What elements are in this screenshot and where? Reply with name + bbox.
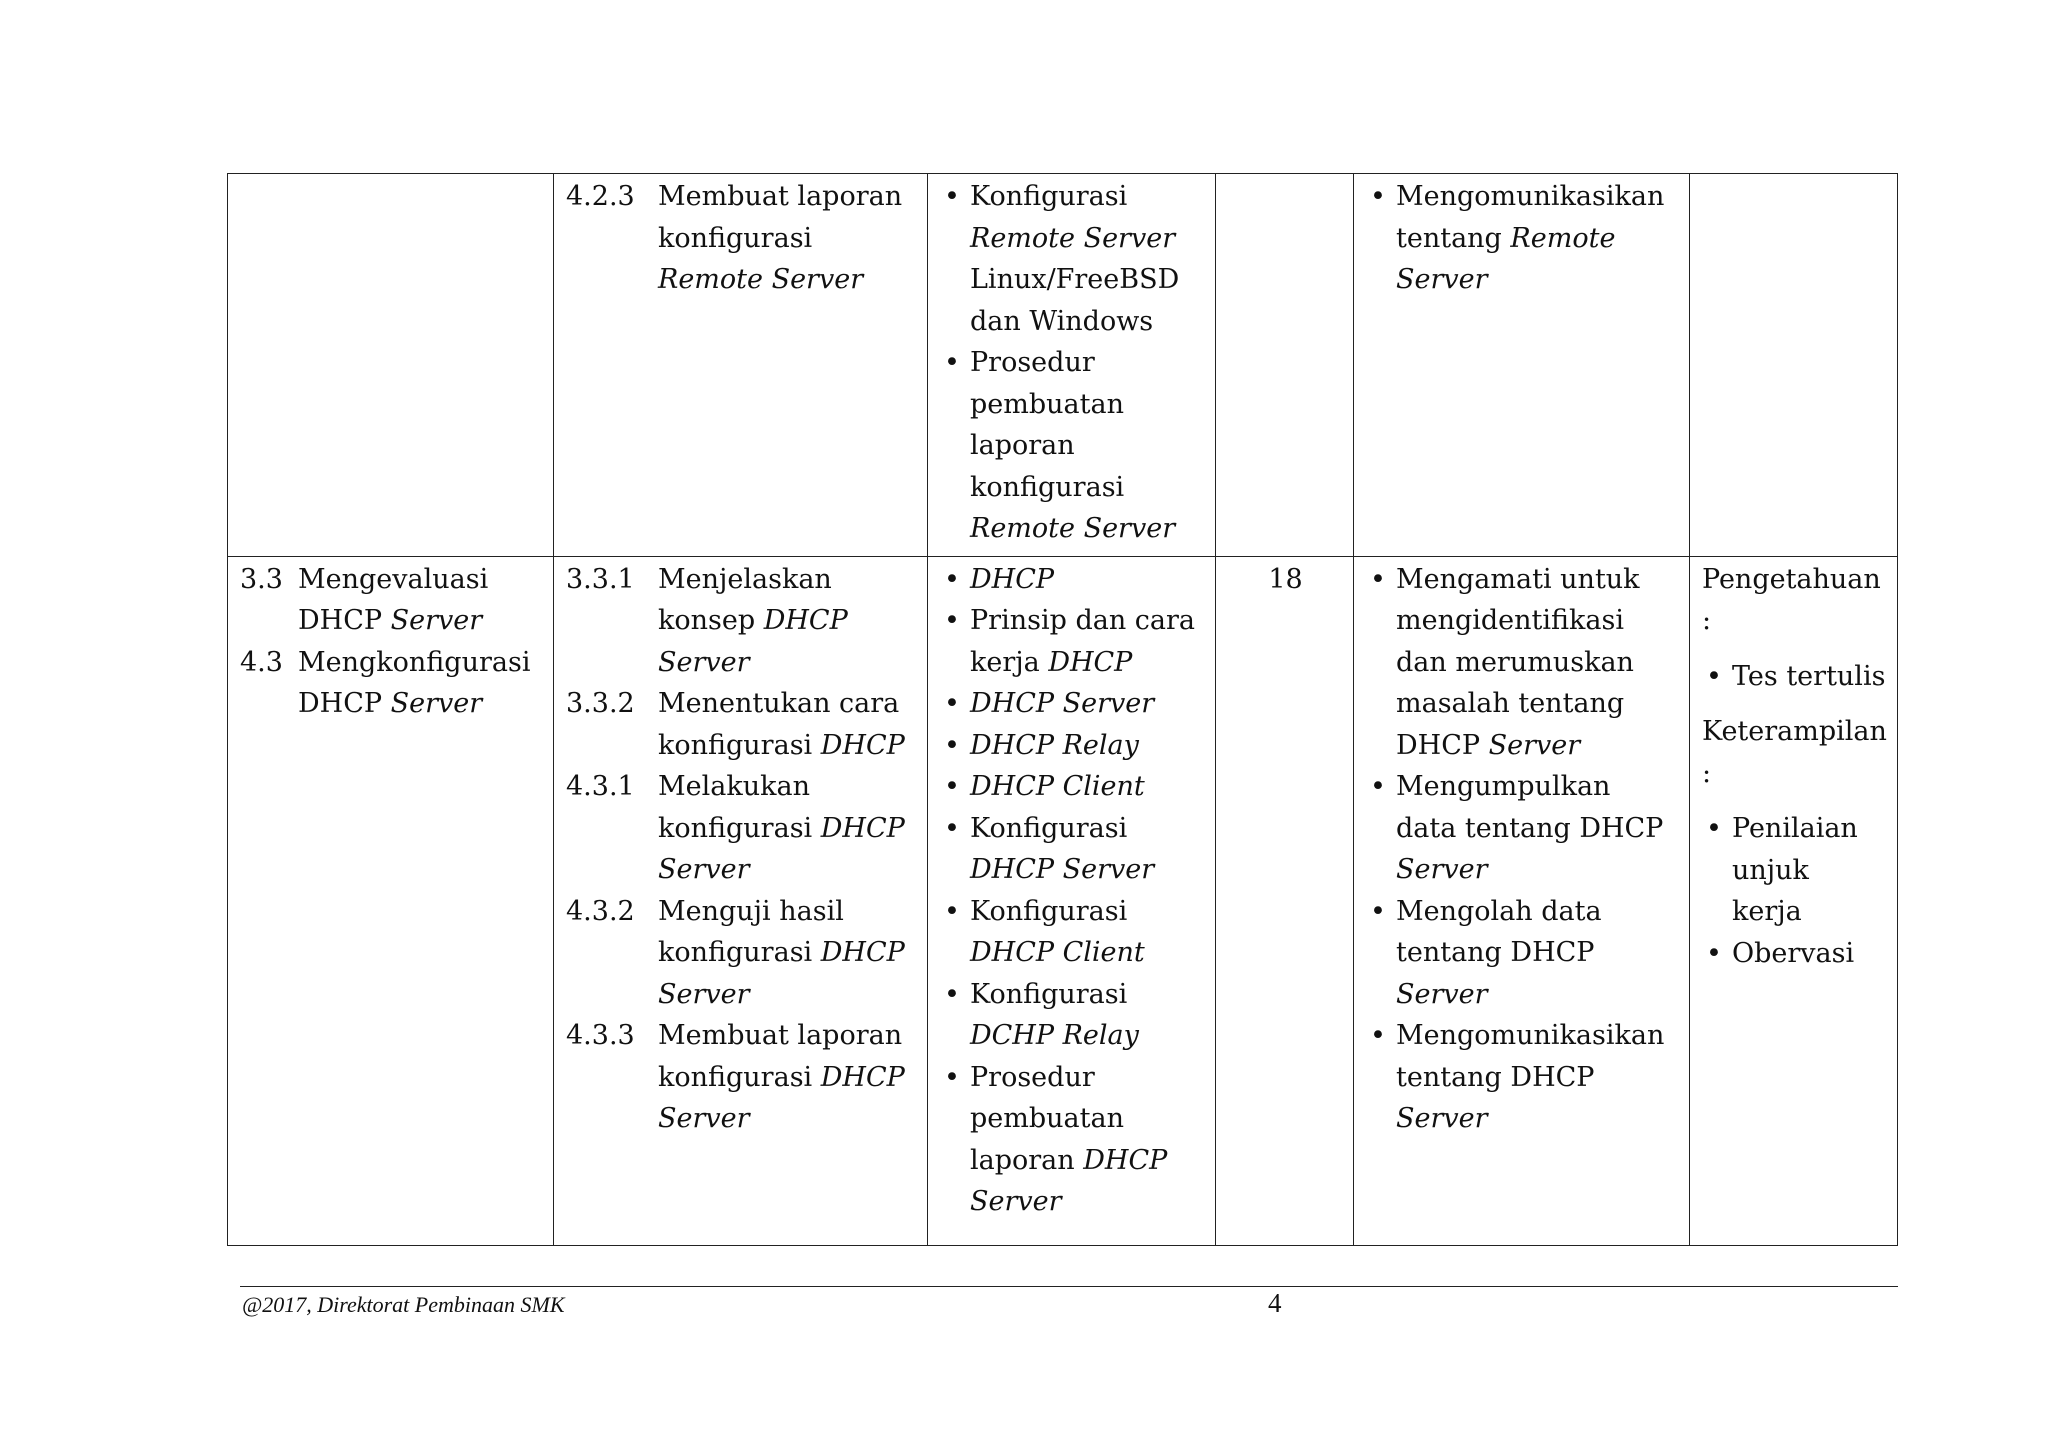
pengetahuan-label: Pengetahuan : xyxy=(1702,563,1881,636)
indicator-item xyxy=(566,891,917,1016)
kd-cell xyxy=(228,174,554,557)
indicator-item xyxy=(566,766,917,891)
list-item: • Konfigurasi DCHP Relay xyxy=(940,974,1205,1057)
materi-cell xyxy=(928,174,1216,557)
kd-number: 4.3 xyxy=(240,646,283,678)
indicator-item xyxy=(566,559,917,684)
indicator-number: 3.3.1 xyxy=(566,563,635,595)
list-item: • Konfigurasi DHCP Server xyxy=(940,808,1205,891)
page-number: 4 xyxy=(1268,1288,1282,1318)
indicator-text: Membuat laporan konfigurasi Remote Server xyxy=(658,181,903,295)
indicator-text: Menentukan cara konfigurasi DHCP xyxy=(658,688,905,761)
footer-divider xyxy=(240,1286,1898,1287)
kd-number: 3.3 xyxy=(240,563,283,595)
list-item: • DHCP xyxy=(940,559,1205,601)
indicator-cell xyxy=(554,174,928,557)
list-item: • Mengumpulkan data tentang DHCP Server xyxy=(1366,766,1679,891)
list-item: • Mengomunikasikan tentang DHCP Server xyxy=(1366,1015,1679,1140)
alokasi-cell xyxy=(1216,556,1354,1245)
syllabus-table xyxy=(227,173,1898,1246)
kegiatan-list xyxy=(1366,559,1679,1140)
table-row xyxy=(228,174,1898,557)
indicator-item xyxy=(566,683,917,766)
kd-item xyxy=(240,642,543,725)
materi-list xyxy=(940,176,1205,550)
list-item: • Tes tertulis xyxy=(1702,656,1887,698)
penilaian-cell xyxy=(1690,556,1898,1245)
list-item: • Mengolah data tentang DHCP Server xyxy=(1366,891,1679,1016)
list-item: • Konfigurasi Remote Server Linux/FreeBSD dan Windows xyxy=(940,176,1205,342)
indicator-number: 4.3.3 xyxy=(566,1020,635,1051)
indicator-number: 4.3.1 xyxy=(566,771,635,802)
list-item: • Konfigurasi DHCP Client xyxy=(940,891,1205,974)
list-item: • Mengomunikasikan tentang Remote Server xyxy=(1366,176,1679,301)
list-item: • Obervasi xyxy=(1702,933,1887,975)
kd-cell xyxy=(228,556,554,1245)
kegiatan-cell xyxy=(1354,174,1690,557)
list-item: • DHCP Server xyxy=(940,683,1205,725)
indicator-text: Melakukan konfigurasi DHCP Server xyxy=(658,771,905,885)
kegiatan-cell xyxy=(1354,556,1690,1245)
penilaian-cell xyxy=(1690,174,1898,557)
list-item: • DHCP Relay xyxy=(940,725,1205,767)
keterampilan-list xyxy=(1702,808,1887,974)
indicator-number: 3.3.2 xyxy=(566,688,635,719)
kd-item xyxy=(240,559,543,642)
list-item: • Mengamati untuk mengidentifikasi dan merumuskan masalah tentang DHCP Server xyxy=(1366,559,1679,767)
materi-list xyxy=(940,559,1205,1223)
list-item: • DHCP Client xyxy=(940,766,1205,808)
list-item: • Prinsip dan cara kerja DHCP xyxy=(940,600,1205,683)
indicator-number: 4.3.2 xyxy=(566,895,635,927)
indicator-text: Membuat laporan konfigurasi DHCP Server xyxy=(658,1020,905,1134)
indicator-text: Menjelaskan konsep DHCP Server xyxy=(658,563,848,678)
table-row xyxy=(228,556,1898,1245)
kegiatan-list xyxy=(1366,176,1679,301)
indicator-item xyxy=(566,176,917,301)
indicator-cell xyxy=(554,556,928,1245)
alokasi-waktu: 18 xyxy=(1268,563,1303,595)
indicator-item xyxy=(566,1015,917,1140)
kd-text: Mengkonfigurasi DHCP Server xyxy=(298,646,531,719)
pengetahuan-list xyxy=(1702,656,1887,698)
indicator-number: 4.2.3 xyxy=(566,181,635,212)
list-item: • Prosedur pembuatan laporan konfigurasi Remote Server xyxy=(940,342,1205,550)
alokasi-cell xyxy=(1216,174,1354,557)
list-item: • Prosedur pembuatan laporan DHCP Server xyxy=(940,1057,1205,1223)
indicator-text: Menguji hasil konfigurasi DHCP Server xyxy=(658,895,905,1010)
footer-copyright: @2017, Direktorat Pembinaan SMK xyxy=(242,1292,565,1317)
keterampilan-label: Keterampilan : xyxy=(1702,716,1887,789)
list-item: • Penilaian unjuk kerja xyxy=(1702,808,1887,933)
materi-cell xyxy=(928,556,1216,1245)
kd-text: Mengevaluasi DHCP Server xyxy=(298,563,489,636)
